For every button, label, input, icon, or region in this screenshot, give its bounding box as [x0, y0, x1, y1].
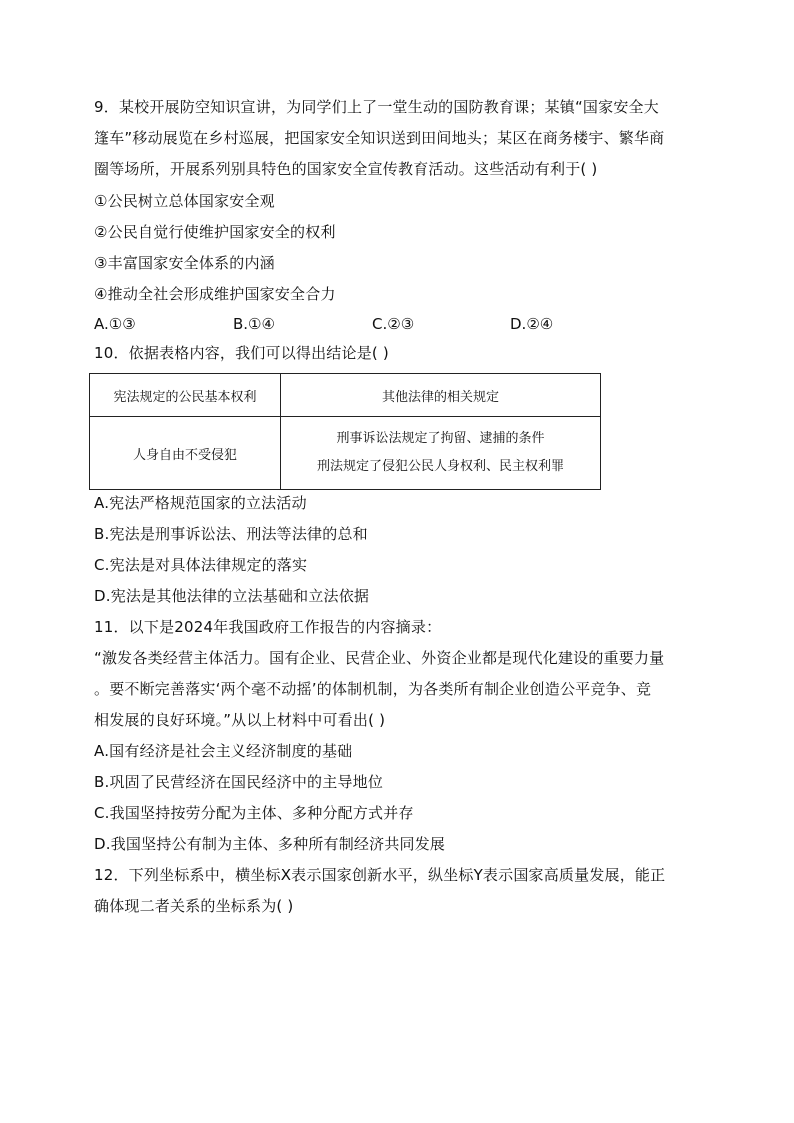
q11-stem-line-3: 。要不断完善落实‘两个毫不动摇’的体制机制，为各类所有制企业创造公平竞争、竞: [94, 680, 652, 698]
q9-item-1: ①公民树立总体国家安全观: [94, 192, 275, 210]
q11-stem-line-2: “激发各类经营主体活力。国有企业、民营企业、外资企业都是现代化建设的重要力量: [94, 649, 665, 667]
table-cell-related-provisions: [281, 417, 601, 490]
table-header-constitution: 宪法规定的公民基本权利: [90, 374, 281, 417]
rights-table: [89, 373, 601, 490]
q9-option-c: C.②③: [372, 315, 415, 333]
provision-criminal-law: 刑法规定了侵犯公民人身权利、民主权利罪: [316, 459, 564, 474]
provision-criminal-procedure: 刑事诉讼法规定了拘留、逮捕的条件: [336, 431, 545, 446]
q11-stem-line-4: 相发展的良好环境。”从以上材料中可看出( ): [94, 711, 386, 729]
q9-option-b: B.①④: [233, 315, 275, 333]
table-header-other-laws: 其他法律的相关规定: [281, 374, 601, 417]
q11-option-c: C.我国坚持按劳分配为主体、多种分配方式并存: [94, 804, 414, 822]
q9-item-2: ②公民自觉行使维护国家安全的权利: [94, 223, 336, 241]
q9-stem-line-3: 圈等场所，开展系列别具特色的国家安全宣传教育活动。这些活动有利于( ): [94, 160, 598, 178]
q10-option-c: C.宪法是对具体法律规定的落实: [94, 556, 308, 574]
q12-stem-line-1: 12．下列坐标系中，横坐标X表示国家创新水平，纵坐标Y表示国家高质量发展，能正: [94, 866, 666, 884]
q9-item-4: ④推动全社会形成维护国家安全合力: [94, 285, 336, 303]
q9-item-3: ③丰富国家安全体系的内涵: [94, 254, 275, 272]
q9-stem-line-2: 篷车”移动展览在乡村巡展，把国家安全知识送到田间地头；某区在商务楼宇、繁华商: [94, 129, 665, 147]
q12-stem-line-2: 确体现二者关系的坐标系为( ): [94, 897, 294, 915]
q10-option-b: B.宪法是刑事诉讼法、刑法等法律的总和: [94, 525, 368, 543]
q10-stem: 10．依据表格内容，我们可以得出结论是( ): [94, 344, 389, 362]
q11-option-b: B.巩固了民营经济在国民经济中的主导地位: [94, 773, 384, 791]
q11-option-d: D.我国坚持公有制为主体、多种所有制经济共同发展: [94, 835, 446, 853]
q9-stem-line-1: 9．某校开展防空知识宣讲，为同学们上了一堂生动的国防教育课；某镇“国家安全大: [94, 98, 659, 116]
q9-option-d: D.②④: [510, 315, 554, 333]
q9-option-a: A.①③: [94, 315, 136, 333]
q11-stem-line-1: 11．以下是2024年我国政府工作报告的内容摘录：: [94, 618, 442, 636]
q10-option-d: D.宪法是其他法律的立法基础和立法依据: [94, 587, 370, 605]
q10-option-a: A.宪法严格规范国家的立法活动: [94, 494, 307, 512]
table-cell-right: 人身自由不受侵犯: [90, 417, 281, 490]
q11-option-a: A.国有经济是社会主义经济制度的基础: [94, 742, 353, 760]
